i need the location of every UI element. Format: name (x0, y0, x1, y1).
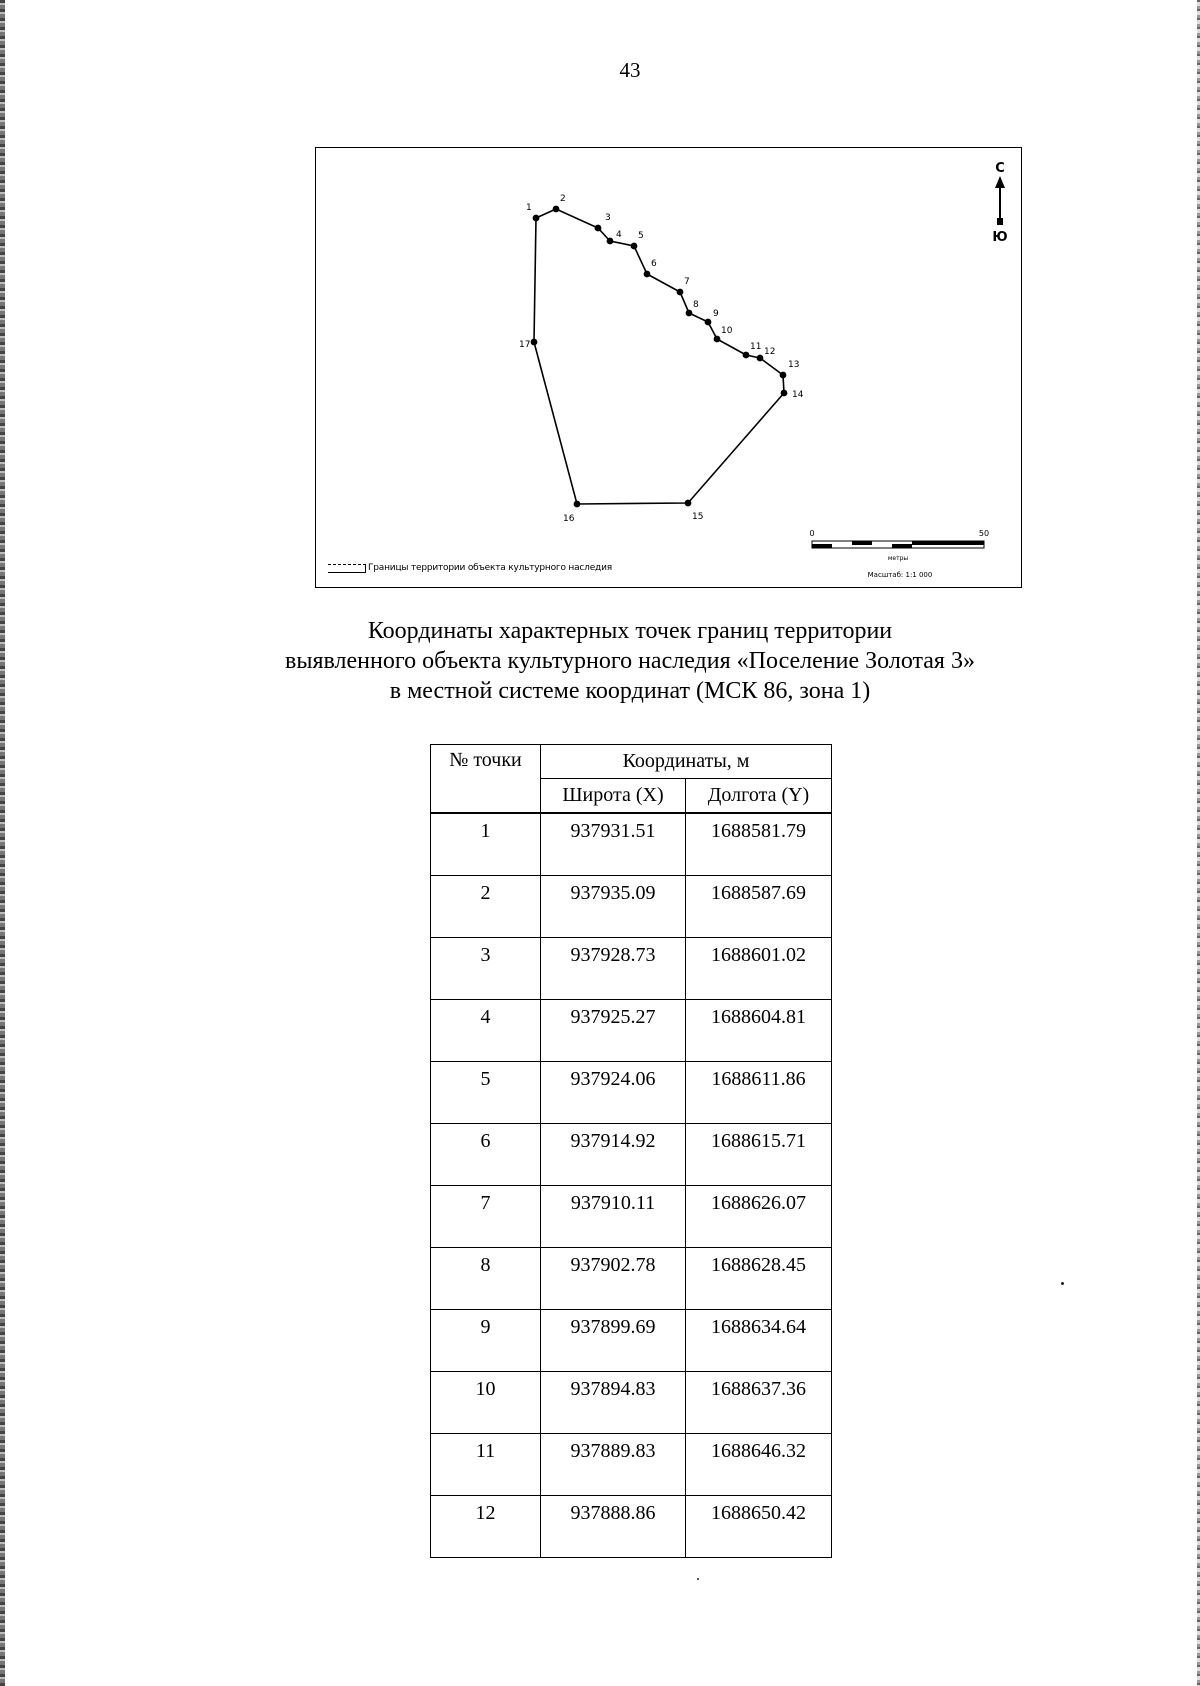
header-longitude: Долгота (Y) (686, 779, 832, 814)
point-number-cell: 4 (431, 999, 541, 1061)
scale-start: 0 (809, 529, 815, 538)
boundary-vertex (780, 372, 787, 379)
caption-line-2: выявленного объекта культурного наследия «Поселение Золотая 3» (285, 648, 975, 674)
longitude-cell: 1688581.79 (686, 813, 832, 875)
table-row (431, 1371, 832, 1433)
longitude-cell: 1688611.86 (686, 1061, 832, 1123)
longitude-cell: 1688626.07 (686, 1185, 832, 1247)
scan-edge-left (0, 0, 5, 1686)
point-number-cell: 6 (431, 1123, 541, 1185)
page-number: 43 (619, 58, 641, 82)
vertex-label: 10 (721, 326, 733, 336)
boundary-map (315, 147, 1022, 588)
point-number-cell: 9 (431, 1309, 541, 1371)
vertex-label: 12 (764, 347, 776, 357)
point-number-cell: 7 (431, 1185, 541, 1247)
boundary-vertices (519, 194, 804, 524)
latitude-cell: 937931.51 (541, 813, 686, 875)
scale-ratio: Масштаб: 1:1 000 (867, 571, 933, 579)
boundary-vertex (677, 289, 684, 296)
latitude-cell: 937889.83 (541, 1433, 686, 1495)
vertex-label: 2 (560, 194, 566, 204)
boundary-vertex (686, 310, 693, 317)
boundary-vertex (705, 319, 712, 326)
boundary-vertex (595, 225, 602, 232)
latitude-cell: 937894.83 (541, 1371, 686, 1433)
point-number-cell: 11 (431, 1433, 541, 1495)
latitude-cell: 937910.11 (541, 1185, 686, 1247)
table-row (431, 937, 832, 999)
header-latitude: Широта (X) (541, 779, 686, 814)
boundary-vertex (531, 339, 538, 346)
boundary-vertex (757, 355, 764, 362)
table-row (431, 1247, 832, 1309)
scale-unit: метры (887, 555, 909, 562)
table-row (431, 1185, 832, 1247)
caption-line-3: в местной системе координат (МСК 86, зона 1) (389, 678, 871, 704)
latitude-cell: 937928.73 (541, 937, 686, 999)
latitude-cell: 937924.06 (541, 1061, 686, 1123)
vertex-label: 6 (651, 259, 657, 269)
table-caption (0, 616, 1200, 706)
longitude-cell: 1688601.02 (686, 937, 832, 999)
table-row (431, 1495, 832, 1557)
vertex-label: 8 (693, 300, 699, 310)
longitude-cell: 1688604.81 (686, 999, 832, 1061)
latitude-cell: 937925.27 (541, 999, 686, 1061)
scan-speck (1061, 1282, 1064, 1285)
longitude-cell: 1688587.69 (686, 875, 832, 937)
map-legend (328, 563, 612, 573)
longitude-cell: 1688634.64 (686, 1309, 832, 1371)
north-arrow (992, 161, 1007, 245)
latitude-cell: 937914.92 (541, 1123, 686, 1185)
longitude-cell: 1688646.32 (686, 1433, 832, 1495)
scale-end: 50 (978, 529, 990, 538)
latitude-cell: 937935.09 (541, 875, 686, 937)
caption-line-1: Координаты характерных точек границ территории (367, 618, 893, 644)
table-row (431, 1433, 832, 1495)
vertex-label: 14 (792, 390, 804, 400)
vertex-label: 17 (519, 340, 531, 350)
vertex-label: 1 (526, 203, 532, 213)
vertex-label: 16 (563, 514, 575, 524)
north-label: С (995, 161, 1005, 176)
boundary-vertex (644, 271, 651, 278)
point-number-cell: 10 (431, 1371, 541, 1433)
vertex-label: 11 (750, 342, 762, 352)
table-row (431, 813, 832, 875)
coordinates-table (430, 744, 832, 1558)
table-row (431, 1061, 832, 1123)
boundary-vertex (685, 500, 692, 507)
scale-bar (809, 529, 989, 579)
vertex-label: 4 (616, 230, 622, 240)
boundary-vertex (607, 238, 614, 245)
boundary-vertex (574, 501, 581, 508)
boundary-vertex (781, 390, 788, 397)
legend-text: Границы территории объекта культурного наследия (368, 563, 612, 573)
coordinates-table-body (431, 813, 832, 1557)
longitude-cell: 1688628.45 (686, 1247, 832, 1309)
longitude-cell: 1688650.42 (686, 1495, 832, 1557)
vertex-label: 15 (692, 512, 704, 522)
vertex-label: 9 (713, 309, 719, 319)
point-number-cell: 2 (431, 875, 541, 937)
longitude-cell: 1688637.36 (686, 1371, 832, 1433)
boundary-vertex (631, 243, 638, 250)
legend-swatch (328, 564, 366, 573)
boundary-vertex (714, 336, 721, 343)
boundary-vertex (553, 206, 560, 213)
boundary-vertex (533, 215, 540, 222)
table-row (431, 1309, 832, 1371)
latitude-cell: 937902.78 (541, 1247, 686, 1309)
vertex-label: 3 (605, 213, 611, 223)
boundary-map-drawing (316, 148, 1021, 586)
south-label: Ю (992, 230, 1008, 245)
point-number-cell: 12 (431, 1495, 541, 1557)
table-row (431, 1123, 832, 1185)
vertex-label: 5 (638, 231, 644, 241)
vertex-label: 13 (788, 360, 800, 370)
point-number-cell: 1 (431, 813, 541, 875)
boundary-vertex (743, 352, 750, 359)
header-point-number: № точки (431, 745, 541, 814)
scan-speck (697, 1578, 699, 1580)
latitude-cell: 937899.69 (541, 1309, 686, 1371)
point-number-cell: 3 (431, 937, 541, 999)
header-coordinates: Координаты, м (541, 745, 832, 779)
longitude-cell: 1688615.71 (686, 1123, 832, 1185)
table-row (431, 875, 832, 937)
table-row (431, 999, 832, 1061)
point-number-cell: 8 (431, 1247, 541, 1309)
vertex-label: 7 (684, 277, 690, 287)
latitude-cell: 937888.86 (541, 1495, 686, 1557)
point-number-cell: 5 (431, 1061, 541, 1123)
